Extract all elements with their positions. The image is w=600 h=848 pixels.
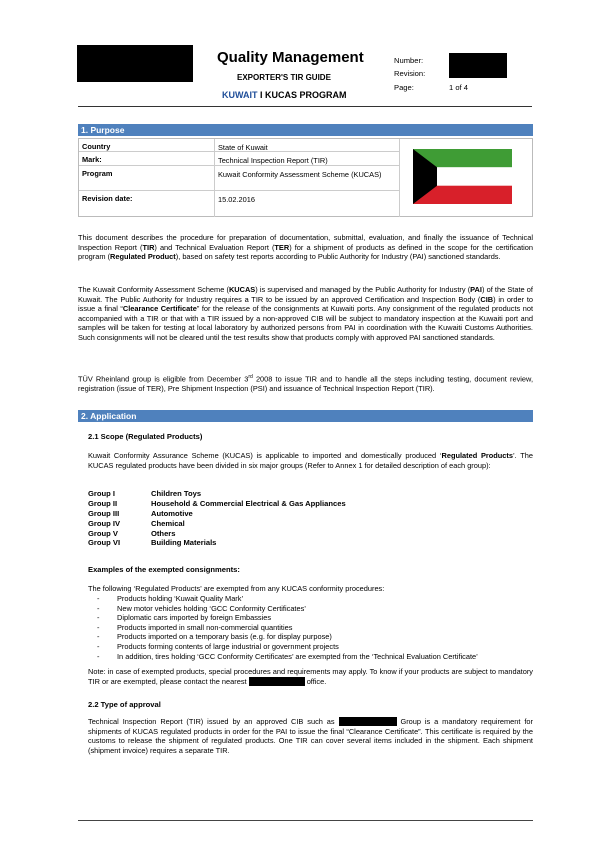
page-number: 1 of 4: [449, 83, 468, 92]
row-value: State of Kuwait: [218, 143, 268, 152]
program-title: [222, 90, 347, 101]
exempt-list: [97, 594, 478, 661]
section-application-heading: 2. Application: [78, 410, 533, 422]
redacted-company: [339, 717, 397, 726]
row-value: 15.02.2016: [218, 195, 255, 204]
redacted-logo: [77, 45, 193, 82]
page-label: Page:: [394, 83, 414, 92]
exempt-heading: Examples of the exempted consignments:: [88, 565, 240, 574]
program-name: I KUCAS PROGRAM: [257, 90, 347, 100]
list-item: - Products imported in small non-commercial quantities: [97, 622, 293, 632]
footer-rule: [78, 820, 533, 821]
approval-heading: 2.2 Type of approval: [88, 700, 161, 709]
section-purpose-heading: 1. Purpose: [78, 124, 533, 136]
row-label: Revision date:: [82, 194, 133, 203]
document-subtitle: EXPORTER'S TIR GUIDE: [237, 73, 331, 82]
document-title: Quality Management: [217, 49, 364, 66]
row-label: Mark:: [82, 155, 102, 164]
row-value: Kuwait Conformity Assessment Scheme (KUCAS): [218, 170, 382, 179]
scope-paragraph: Kuwait Conformity Assurance Scheme (KUCAS) is applicable to imported and domestically produced ‘Regulated Products’. The KUCAS regulated products have been divided in six major groups (Refer to Annex 1 for detailed description of each group):: [88, 451, 533, 470]
approval-paragraph: Technical Inspection Report (TIR) issued by an approved CIB such as Group is a mandatory requirement for shipments of KUCAS regulated products in order for the PAI to issue the final “Clearance Certificate”. This certificate is required by the customs to release the shipment of regulated products. One TIR can cover several items included in the shipment. Each shipment (shipment invoice) requires a separate TIR.: [88, 717, 533, 755]
list-item: Group IV Chemical: [88, 518, 185, 528]
redacted-number-revision: [449, 53, 507, 78]
scope-heading: 2.1 Scope (Regulated Products): [88, 432, 203, 441]
list-item: - New motor vehicles holding ‘GCC Conformity Certificates’: [97, 603, 306, 613]
row-label: Country: [82, 142, 111, 151]
kuwait-flag-icon: [413, 149, 512, 204]
table-row: [79, 166, 399, 191]
table-row: [79, 152, 399, 166]
row-label: Program: [82, 169, 113, 178]
list-item: Group I Children Toys: [88, 489, 202, 498]
list-item: - In addition, tires holding ‘GCC Conformity Certificates’ are exempted from the ‘Technical Evaluation Certificate’: [97, 651, 478, 661]
exempt-intro: The following ‘Regulated Products’ are exempted from any KUCAS conformity procedures:: [88, 584, 385, 593]
list-item: Group VI Building Materials: [88, 538, 217, 548]
purpose-paragraph-3: TÜV Rheinland group is eligible from December 3rd 2008 to issue TIR and to handle all the steps including testing, document review, registration (issue of TER), Pre Shipment Inspection (PSI) and issuance of Technical Inspection Report (TIR).: [78, 374, 533, 394]
purpose-paragraph-1: This document describes the procedure for preparation of documentation, submittal, evaluation, and finally the issuance of Technical Inspection Report (TIR) and Technical Evaluation Report (TER) for a shipment of products as defined in the scope for the certification program (Regulated Product), based on safety test reports according to Public Authority for Industry (PAI) sanctioned standards.: [78, 233, 533, 262]
list-item: Group V Others: [88, 528, 176, 538]
table-row: [79, 191, 399, 217]
program-country: KUWAIT: [222, 90, 258, 100]
purpose-paragraph-2: The Kuwait Conformity Assessment Scheme (KUCAS) is supervised and managed by the Public Authority for Industry (PAI) of the State of Kuwait. The Public Authority for Industry requires a TIR to be issued by an approved Certification and Inspection Body (CIB) in order to issue a final “Clearance Certificate” for the release of the consignments at Kuwaiti ports. Any consignment of the regulated products not accompanied with a TIR or that with a TIR issued by a non-approved CIB will be subject to mandatory inspection at the Kuwaiti port and samples will be taken for testing at local laboratory by authorized persons from PAI in coordination with the Kuwaiti Customs Authorities. Such consignments will not be cleared until the test results show that products comply with approved PAI sanctioned standards.: [78, 285, 534, 342]
list-item: - Products forming contents of large industrial or government projects: [97, 641, 339, 651]
header-rule: [78, 106, 532, 107]
list-item: - Products imported on a temporary basis (e.g. for display purpose): [97, 632, 332, 642]
number-label: Number:: [394, 56, 424, 65]
row-value: Technical Inspection Report (TIR): [218, 156, 328, 165]
redacted-company: [249, 677, 305, 686]
list-item: Group III Automotive: [88, 508, 193, 518]
revision-label: Revision:: [394, 69, 426, 78]
table-row: [79, 139, 399, 152]
table-divider: [399, 139, 400, 217]
list-item: - Products holding ‘Kuwait Quality Mark’: [97, 594, 244, 603]
list-item: - Diplomatic cars imported by foreign Embassies: [97, 613, 272, 623]
group-list: [88, 489, 346, 548]
list-item: Group II Household & Commercial Electrical & Gas Appliances: [88, 498, 346, 508]
exempt-note: Note: in case of exempted products, special procedures and requirements may apply. To know if your products are subject to mandatory TIR or are exempted, please contact the nearest office.: [88, 667, 533, 686]
